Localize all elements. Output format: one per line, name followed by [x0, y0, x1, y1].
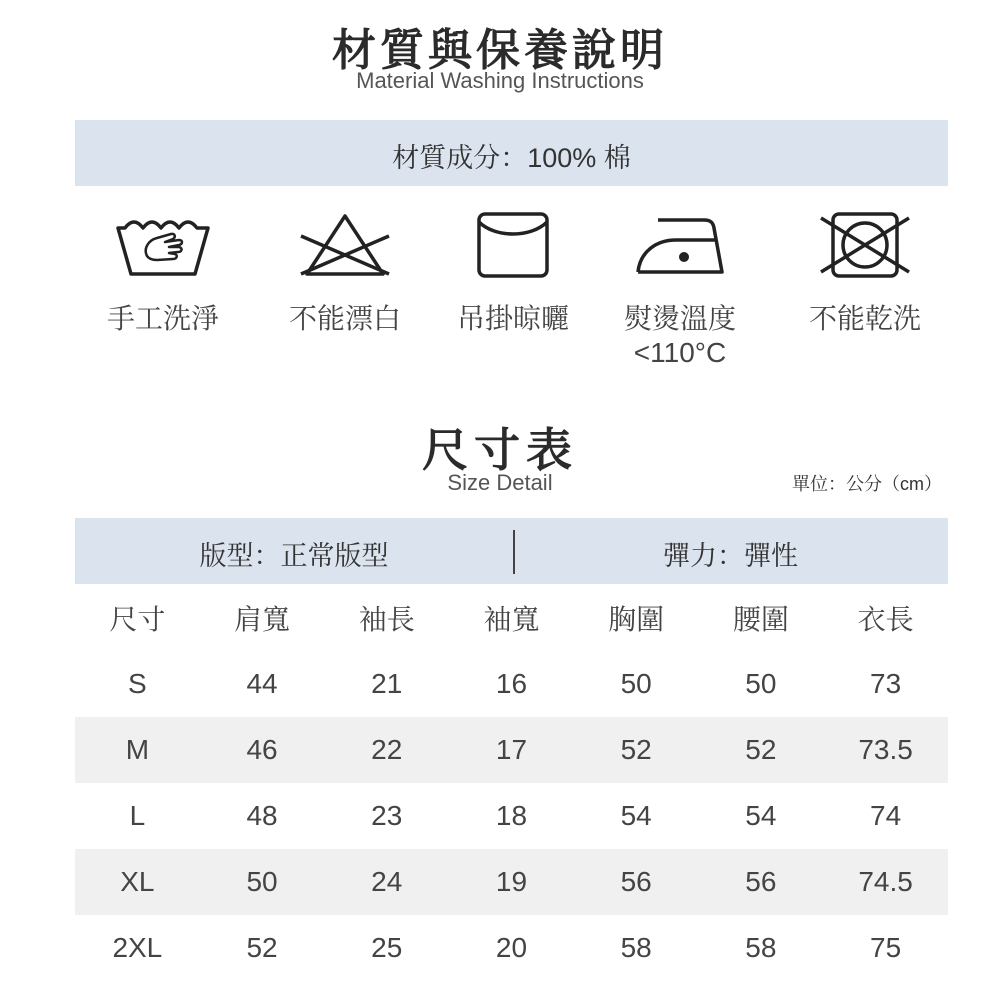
size-title: 尺寸表	[422, 424, 578, 476]
header-cell: 腰圍	[732, 604, 789, 635]
table-row	[75, 915, 948, 981]
table-cell: 50	[200, 849, 325, 915]
care-line-dry	[433, 210, 593, 336]
table-cell: 16	[495, 668, 528, 699]
iron-icon	[630, 210, 730, 280]
unit-note: 單位：公分（cm）	[792, 474, 942, 494]
material-text: 材質成分：100% 棉	[392, 143, 631, 173]
table-cell: 22	[324, 717, 449, 783]
table-cell: 46	[200, 717, 325, 783]
care-title: 材質與保養說明	[332, 26, 668, 75]
table-cell: 54	[745, 800, 777, 831]
care-label: 熨燙溫度	[623, 303, 736, 334]
table-cell: 52	[574, 717, 699, 783]
table-cell: 52	[699, 717, 824, 783]
no-dry-clean-icon	[815, 210, 915, 280]
table-cell: 50	[745, 668, 777, 699]
table-row	[75, 849, 948, 915]
table-cell: S	[128, 668, 147, 699]
table-row	[75, 651, 948, 717]
care-subtitle: Material Washing Instructions	[356, 68, 644, 93]
size-subtitle: Size Detail	[447, 470, 553, 495]
table-cell: 74.5	[823, 849, 948, 915]
table-cell: 73.5	[823, 717, 948, 783]
table-cell: 17	[449, 717, 574, 783]
size-table	[75, 585, 948, 981]
header-cell: 衣長	[857, 604, 914, 635]
table-cell: 23	[371, 800, 403, 831]
table-row	[75, 783, 948, 849]
header-cell: 袖長	[358, 604, 415, 635]
table-cell: 58	[745, 932, 777, 963]
header-cell: 肩寬	[234, 604, 291, 635]
line-dry-icon	[463, 210, 563, 280]
table-cell: 2XL	[112, 932, 163, 963]
table-cell: L	[129, 800, 146, 831]
table-cell: 54	[620, 800, 652, 831]
care-label: 不能乾洗	[808, 303, 921, 334]
table-cell: 25	[371, 932, 403, 963]
table-cell: 24	[324, 849, 449, 915]
elasticity-text: 彈力：彈性	[663, 541, 798, 571]
header-cell: 胸圍	[608, 604, 665, 635]
care-hand-wash	[83, 210, 243, 336]
hand-wash-icon	[113, 210, 213, 280]
table-cell: 56	[574, 849, 699, 915]
table-cell: 44	[246, 668, 278, 699]
table-cell: XL	[75, 849, 200, 915]
table-cell: 19	[449, 849, 574, 915]
table-cell: 74	[870, 800, 902, 831]
size-table-header	[75, 585, 948, 651]
table-cell: 48	[246, 800, 278, 831]
care-iron	[600, 210, 760, 370]
table-cell: 52	[246, 932, 278, 963]
table-row	[75, 717, 948, 783]
material-band	[75, 120, 948, 186]
table-cell: 20	[495, 932, 528, 963]
table-cell: 75	[870, 932, 902, 963]
fit-band	[75, 518, 948, 584]
table-cell: 18	[495, 800, 528, 831]
header-cell: 尺寸	[109, 604, 166, 635]
table-cell: 73	[870, 668, 902, 699]
care-label: 不能漂白	[288, 303, 401, 334]
table-cell: 56	[699, 849, 824, 915]
table-cell: M	[75, 717, 200, 783]
no-bleach-icon	[295, 210, 395, 280]
care-label: 吊掛晾曬	[456, 303, 569, 334]
care-no-dry-clean	[785, 210, 945, 336]
table-cell: 58	[620, 932, 652, 963]
table-cell: 50	[620, 668, 652, 699]
care-sublabel: <110°C	[633, 337, 727, 368]
table-cell: 21	[371, 668, 403, 699]
care-no-bleach	[265, 210, 425, 336]
fit-text: 版型：正常版型	[199, 541, 389, 571]
care-label: 手工洗淨	[106, 303, 219, 334]
header-cell: 袖寬	[483, 604, 540, 635]
band-divider	[513, 530, 515, 574]
